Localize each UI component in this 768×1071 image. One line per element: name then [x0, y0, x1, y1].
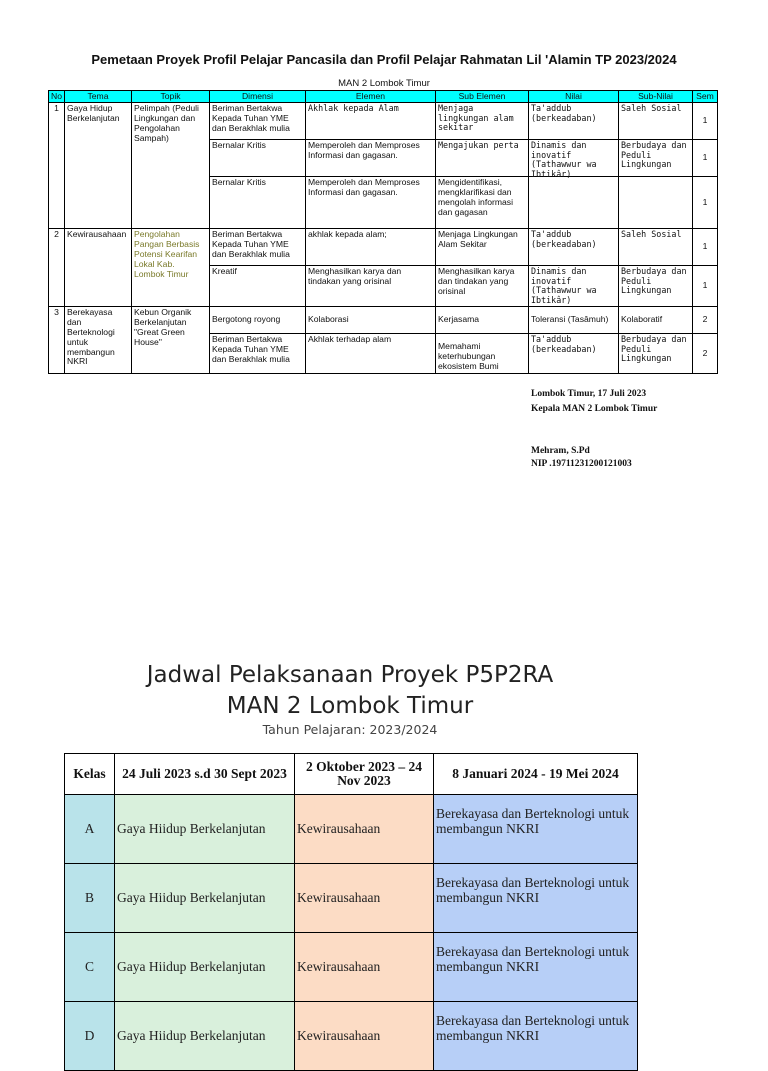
cell-sem: 1: [693, 229, 718, 266]
document-title: Pemetaan Proyek Profil Pelajar Pancasila dan Profil Pelajar Rahmatan Lil 'Alamin TP 2023/2024: [91, 52, 677, 67]
cell-period-3: Berekayasa dan Berteknologi untuk membangun NKRI: [434, 795, 638, 864]
cell-topik: Pengolahan Pangan Berbasis Potensi Kearifan Lokal Kab. Lombok Timur: [132, 229, 210, 307]
schedule-subtitle: MAN 2 Lombok Timur: [226, 693, 474, 719]
cell-nilai: Ta'addub (berkeadaban): [529, 103, 619, 140]
header-elemen: Elemen: [306, 91, 436, 103]
cell-sub-nilai: [619, 177, 693, 229]
cell-sem: 2: [693, 307, 718, 334]
header-dimensi: Dimensi: [210, 91, 306, 103]
cell-elemen: Menghasilkan karya dan tindakan yang orisinal: [306, 266, 436, 307]
cell-sem: 1: [693, 140, 718, 177]
schedule-title: Jadwal Pelaksanaan Proyek P5P2RA: [146, 662, 554, 688]
signature-name: Mehram, S.Pd: [531, 446, 590, 456]
cell-period-2: Kewirausahaan: [295, 1002, 434, 1071]
cell-nilai-text: Dinamis dan inovatif (Tathawwur wa Ibtikâr): [531, 266, 597, 305]
cell-sub-elemen: Kerjasama: [436, 307, 529, 334]
cell-sub-nilai: Berbudaya dan Peduli Lingkungan: [619, 266, 693, 307]
cell-period-2: Kewirausahaan: [295, 864, 434, 933]
signature-nip: NIP .19711231200121003: [531, 459, 632, 469]
cell-sem: 1: [693, 103, 718, 140]
cell-dimensi: Bernalar Kritis: [210, 140, 306, 177]
cell-period-1: Gaya Hiidup Berkelanjutan: [115, 795, 295, 864]
cell-kelas: B: [65, 864, 115, 933]
table-row: [49, 307, 718, 334]
header-kelas: Kelas: [65, 754, 115, 795]
cell-period-3: Berekayasa dan Berteknologi untuk membangun NKRI: [434, 1002, 638, 1071]
cell-dimensi: Beriman Bertakwa Kepada Tuhan YME dan Berakhlak mulia: [210, 103, 306, 140]
header-sub-nilai: Sub-Nilai: [619, 91, 693, 103]
cell-no: 1: [49, 103, 65, 229]
header-nilai: Nilai: [529, 91, 619, 103]
cell-sub-nilai: Saleh Sosial: [619, 103, 693, 140]
cell-elemen: akhlak kepada alam;: [306, 229, 436, 266]
cell-tema: Gaya Hidup Berkelanjutan: [65, 103, 132, 229]
schedule-year: Tahun Pelajaran: 2023/2024: [262, 722, 438, 737]
cell-elemen: Akhlak terhadap alam: [306, 334, 436, 374]
header-period-3: 8 Januari 2024 - 19 Mei 2024: [434, 754, 638, 795]
cell-sub-elemen: Memahami keterhubungan ekosistem Bumi: [436, 334, 529, 374]
cell-sem: 1: [693, 266, 718, 307]
cell-kelas: A: [65, 795, 115, 864]
cell-nilai: Ta'addub (berkeadaban): [529, 229, 619, 266]
header-topik: Topik: [132, 91, 210, 103]
school-name: MAN 2 Lombok Timur: [338, 78, 430, 89]
cell-sub-nilai: Kolaboratif: [619, 307, 693, 334]
cell-no: 3: [49, 307, 65, 374]
cell-dimensi: Beriman Bertakwa Kepada Tuhan YME dan Berakhlak mulia: [210, 229, 306, 266]
cell-dimensi: Bergotong royong: [210, 307, 306, 334]
cell-sub-elemen: Mengajukan perta: [436, 140, 529, 177]
cell-dimensi: Kreatif: [210, 266, 306, 307]
header-no: No: [49, 91, 65, 103]
cell-elemen: Memperoleh dan Memproses Informasi dan gagasan.: [306, 140, 436, 177]
cell-sub-elemen: Menjaga lingkungan alam sekitar: [436, 103, 529, 140]
cell-period-1: Gaya Hiidup Berkelanjutan: [115, 933, 295, 1002]
cell-elemen: Memperoleh dan Memproses Informasi dan gagasan.: [306, 177, 436, 229]
cell-period-3: Berekayasa dan Berteknologi untuk membangun NKRI: [434, 864, 638, 933]
header-period-1: 24 Juli 2023 s.d 30 Sept 2023: [115, 754, 295, 795]
cell-sub-nilai: Saleh Sosial: [619, 229, 693, 266]
signature-position: Kepala MAN 2 Lombok Timur: [531, 404, 658, 414]
schedule-table: [64, 753, 638, 1071]
cell-sem: 2: [693, 334, 718, 374]
table-header-row: [49, 91, 718, 103]
cell-period-1: Gaya Hiidup Berkelanjutan: [115, 864, 295, 933]
header-sem: Sem: [693, 91, 718, 103]
cell-period-2: Kewirausahaan: [295, 933, 434, 1002]
cell-period-3: Berekayasa dan Berteknologi untuk membangun NKRI: [434, 933, 638, 1002]
table-row: [65, 1002, 638, 1071]
header-sub-elemen: Sub Elemen: [436, 91, 529, 103]
cell-tema: Berekayasa dan Berteknologi untuk membangun NKRI: [65, 307, 132, 374]
cell-nilai: Ta'addub (berkeadaban): [529, 334, 619, 374]
cell-topik: Pelimpah (Peduli Lingkungan dan Pengolahan Sampah): [132, 103, 210, 229]
cell-kelas: D: [65, 1002, 115, 1071]
cell-nilai: [529, 177, 619, 229]
table-row: [49, 103, 718, 140]
cell-dimensi: Bernalar Kritis: [210, 177, 306, 229]
table-row: [65, 795, 638, 864]
signature-place-date: Lombok Timur, 17 Juli 2023: [531, 389, 647, 399]
cell-nilai: [529, 140, 619, 177]
table-row: [65, 933, 638, 1002]
cell-nilai: Toleransi (Tasâmuh): [529, 307, 619, 334]
cell-period-2: Kewirausahaan: [295, 795, 434, 864]
cell-tema: Kewirausahaan: [65, 229, 132, 307]
schedule-header-row: [65, 754, 638, 795]
cell-kelas: C: [65, 933, 115, 1002]
cell-no: 2: [49, 229, 65, 307]
table-row: [65, 864, 638, 933]
table-row: [49, 229, 718, 266]
project-mapping-table: [48, 90, 718, 374]
cell-elemen: Kolaborasi: [306, 307, 436, 334]
cell-sem: 1: [693, 177, 718, 229]
cell-nilai-text: Dinamis dan inovatif (Tathawwur wa Ibtikâr): [531, 140, 597, 179]
cell-sub-elemen: Mengidentifikasi, mengklarifikasi dan mengolah informasi dan gagasan: [436, 177, 529, 229]
cell-period-1: Gaya Hiidup Berkelanjutan: [115, 1002, 295, 1071]
cell-sub-elemen: Menghasilkan karya dan tindakan yang orisinal: [436, 266, 529, 307]
cell-nilai: [529, 266, 619, 307]
cell-dimensi: Beriman Bertakwa Kepada Tuhan YME dan Berakhlak mulia: [210, 334, 306, 374]
cell-elemen: Akhlak kepada Alam: [306, 103, 436, 140]
header-period-2: 2 Oktober 2023 – 24 Nov 2023: [295, 754, 434, 795]
cell-sub-nilai: Berbudaya dan Peduli Lingkungan: [619, 334, 693, 374]
header-tema: Tema: [65, 91, 132, 103]
cell-sub-elemen: Menjaga Lingkungan Alam Sekitar: [436, 229, 529, 266]
cell-topik: Kebun Organik Berkelanjutan "Great Green House": [132, 307, 210, 374]
cell-sub-nilai: Berbudaya dan Peduli Lingkungan: [619, 140, 693, 177]
